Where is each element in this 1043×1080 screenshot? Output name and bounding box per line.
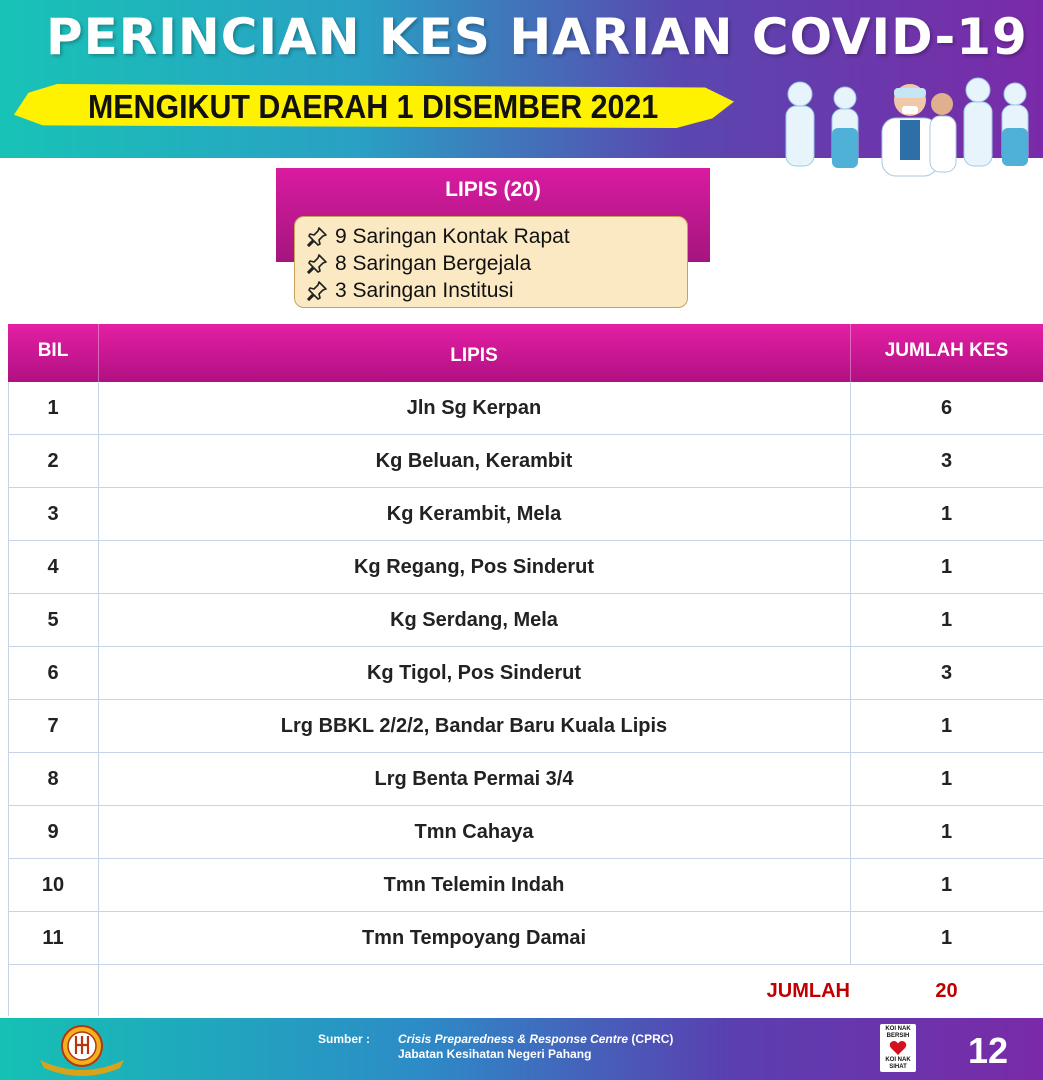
header-divider (98, 324, 99, 382)
heart-icon (889, 1040, 907, 1056)
cell-location: Kg Serdang, Mela (390, 608, 558, 631)
cell-bil: 9 (47, 820, 59, 843)
cell-bil: 8 (47, 767, 59, 790)
cell-bil: 5 (47, 608, 59, 631)
column-header-kes: JUMLAH KES (884, 340, 1009, 361)
summary-title: LIPIS (20) (445, 178, 541, 201)
source-org-name: Crisis Preparedness & Response Centre (398, 1032, 629, 1046)
cell-cases: 1 (940, 926, 953, 949)
koi-nak-bersih-badge (880, 1024, 916, 1072)
cell-bil: 7 (47, 714, 59, 737)
cell-bil: 4 (47, 555, 59, 578)
table-row (8, 594, 1043, 647)
column-divider (98, 382, 99, 1016)
pushpin-icon (305, 279, 329, 303)
table-row (8, 700, 1043, 753)
cell-bil: 1 (47, 396, 59, 419)
source-organization (398, 1032, 673, 1046)
list-item (305, 277, 687, 304)
cell-bil: 3 (47, 502, 59, 525)
pushpin-icon (305, 252, 329, 276)
summary-item-text: 9 Saringan Kontak Rapat (335, 224, 570, 248)
summary-list (294, 216, 688, 308)
summary-item-text: 3 Saringan Institusi (335, 278, 514, 302)
total-value: 20 (935, 979, 958, 1002)
table-row (8, 859, 1043, 912)
cell-cases: 1 (940, 502, 953, 525)
cell-bil: 2 (47, 449, 59, 472)
cell-location: Tmn Cahaya (414, 820, 534, 843)
cell-location: Lrg Benta Permai 3/4 (374, 767, 574, 790)
table-border-left (8, 382, 9, 1016)
total-row (8, 965, 1043, 1017)
cell-cases: 1 (940, 608, 953, 631)
pushpin-icon (305, 225, 329, 249)
column-header-lipis: LIPIS (450, 345, 498, 366)
column-divider (850, 382, 851, 964)
cell-location: Kg Tigol, Pos Sinderut (366, 661, 582, 684)
cell-cases: 1 (940, 820, 953, 843)
cell-cases: 3 (940, 661, 953, 684)
badge-text: KOI NAK (885, 1057, 911, 1063)
cases-table (8, 324, 1043, 1017)
cell-cases: 6 (940, 396, 953, 419)
cell-cases: 3 (940, 449, 953, 472)
page-subtitle: MENGIKUT DAERAH 1 DISEMBER 2021 (88, 88, 659, 125)
header-divider (850, 324, 851, 382)
column-header-bil: BIL (37, 340, 69, 361)
badge-text: SIHAT (889, 1064, 907, 1070)
cell-cases: 1 (940, 555, 953, 578)
table-row (8, 912, 1043, 965)
cell-cases: 1 (940, 714, 953, 737)
cell-cases: 1 (940, 873, 953, 896)
cell-location: Tmn Tempoyang Damai (361, 926, 587, 949)
page-number: 12 (968, 1030, 1009, 1071)
cell-cases: 1 (940, 767, 953, 790)
cell-location: Kg Kerambit, Mela (386, 502, 562, 525)
cell-location: Kg Beluan, Kerambit (375, 449, 573, 472)
table-row (8, 753, 1043, 806)
table-row (8, 806, 1043, 859)
health-workers-illustration (770, 68, 1040, 178)
total-label: JUMLAH (766, 979, 850, 1002)
page-title: PERINCIAN KES HARIAN COVID-19 (46, 8, 1028, 66)
table-row (8, 647, 1043, 700)
list-item (305, 223, 687, 250)
cell-location: Kg Regang, Pos Sinderut (353, 555, 595, 578)
jkn-logo (34, 1022, 130, 1076)
source-org-abbr: (CPRC) (628, 1032, 674, 1046)
list-item (305, 250, 687, 277)
summary-item-text: 8 Saringan Bergejala (335, 251, 532, 275)
cell-location: Tmn Telemin Indah (383, 873, 565, 896)
cell-bil: 6 (47, 661, 59, 684)
table-row (8, 435, 1043, 488)
table-row (8, 488, 1043, 541)
table-row (8, 382, 1043, 435)
cell-bil: 11 (42, 926, 64, 949)
table-row (8, 541, 1043, 594)
source-department: Jabatan Kesihatan Negeri Pahang (398, 1047, 592, 1061)
badge-text: BERSIH (886, 1033, 910, 1039)
cell-location: Jln Sg Kerpan (406, 396, 542, 419)
source-label: Sumber : (318, 1032, 371, 1046)
cell-bil: 10 (41, 873, 65, 896)
badge-text: KOI NAK (885, 1026, 911, 1032)
table-header (8, 324, 1043, 382)
cell-location: Lrg BBKL 2/2/2, Bandar Baru Kuala Lipis (280, 714, 668, 737)
